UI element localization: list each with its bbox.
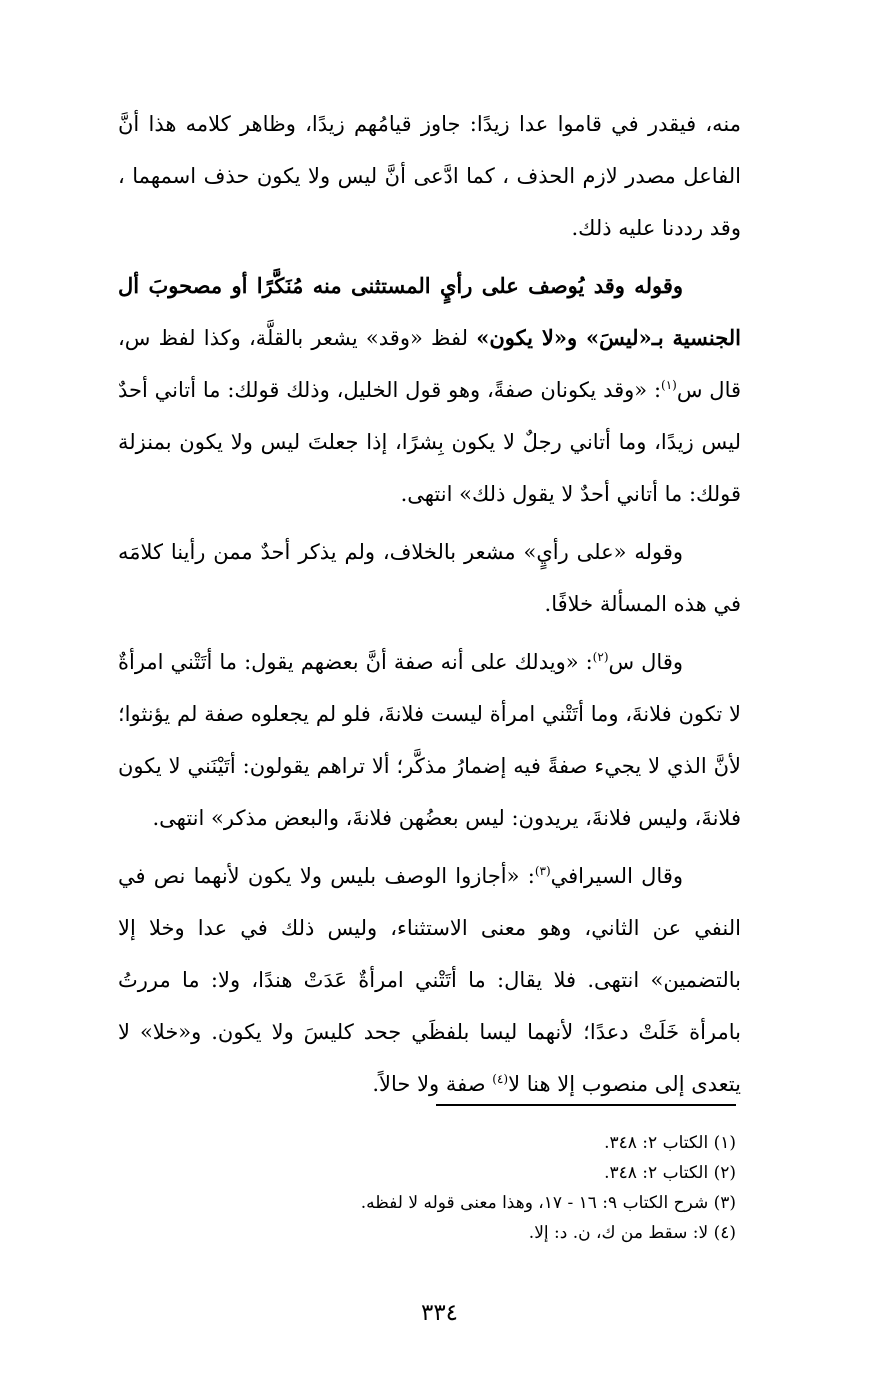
footnote-3: (٣) شرح الكتاب ٩: ١٦ - ١٧، وهذا معنى قوله لا لفظه. [360,1193,736,1213]
text-segment: : «ويدلك على أنه صفة أنَّ بعضهم يقول: ما أتَتْني امرأةٌ لا تكون فلانةَ، وما أتَتْني امرأة ليست فلانةَ، فلو لم يجعلوه صفة لم يؤنثوا؛ لأنَّ الذي لا يجيء صفةً فيه إضمارُ مذكَّر؛ ألا تراهم يقولون: أتَيْنَني لا يكون فلانةَ، وليس فلانةَ، يريدون: ليس بعضُهن فلانةَ، والبعض مذكر» انتهى. [118,650,741,830]
text-segment: لفظ «وقد» يشعر بالقلَّة، وكذا لفظ س، قال س [118,326,741,402]
text-segment: وقوله «على رأيٍ» مشعر بالخلاف، ولم يذكر أحدٌ ممن رأينا كلامَه في هذه المسألة خلافًا. [118,540,741,616]
text-segment: منه، فيقدر في قاموا عدا زيدًا: جاوز قيامُهم زيدًا، وظاهر كلامه هذا أنَّ الفاعل مصدر لازم الحذف ، كما ادَّعى أنَّ ليس ولا يكون حذف اسمهما ، وقد رددنا عليه ذلك. [118,112,741,240]
footnote-ref-3: (٣) [534,864,551,878]
footnote-ref-1: (١) [661,378,677,392]
text-segment: صفة ولا حالاً. [372,1072,493,1096]
footnote-2: (٢) الكتاب ٢: ٣٤٨. [604,1163,736,1183]
quoted-matn-bold: وقوله وقد يُوصف على رأيٍ المستثنى منه مُنَكَّرًا أو مصحوبَ أل الجنسية بـ«ليسَ» و«لا يكون» [118,273,741,350]
footnotes [118,1128,736,1248]
page-number: ٣٣٤ [420,1300,459,1326]
paragraph-3 [118,526,741,630]
footnote-ref-4: (٤) [492,1072,509,1086]
footnote-separator [436,1104,736,1106]
paragraph-1 [118,98,741,254]
main-text [118,98,741,1110]
paragraph-2 [118,260,741,520]
footnote-ref-2: (٢) [592,650,609,664]
text-segment: وقال السيرافي [550,864,683,888]
paragraph-5 [118,850,741,1110]
footnote-4: (٤) لا: سقط من ك، ن. د: إلا. [528,1223,736,1243]
paragraph-4 [118,636,741,844]
text-segment: : «أجازوا الوصف بليس ولا يكون لأنهما نص في النفي عن الثاني، وهو معنى الاستثناء، وليس ذلك في عدا وخلا إلا بالتضمين» انتهى. فلا يقال: ما أتَتْني امرأةٌ عَدَتْ هندًا، ولا: ما مررتُ بامرأة خَلَتْ دعدًا؛ لأنهما ليسا بلفظَي جحد كليسَ ولا يكون. و«خلا» لا يتعدى إلى منصوب إلا هنا لا [118,864,741,1096]
text-segment: وقال س [608,650,683,674]
text-segment: : «وقد يكونان صفةً، وهو قول الخليل، وذلك قولك: ما أتاني أحدٌ ليس زيدًا، وما أتاني رجلٌ لا يكون بِشرًا، إذا جعلتَ ليس ولا يكون بمنزلة قولك: ما أتاني أحدٌ لا يقول ذلك» انتهى. [118,378,741,506]
footnote-1: (١) الكتاب ٢: ٣٤٨. [604,1133,736,1153]
